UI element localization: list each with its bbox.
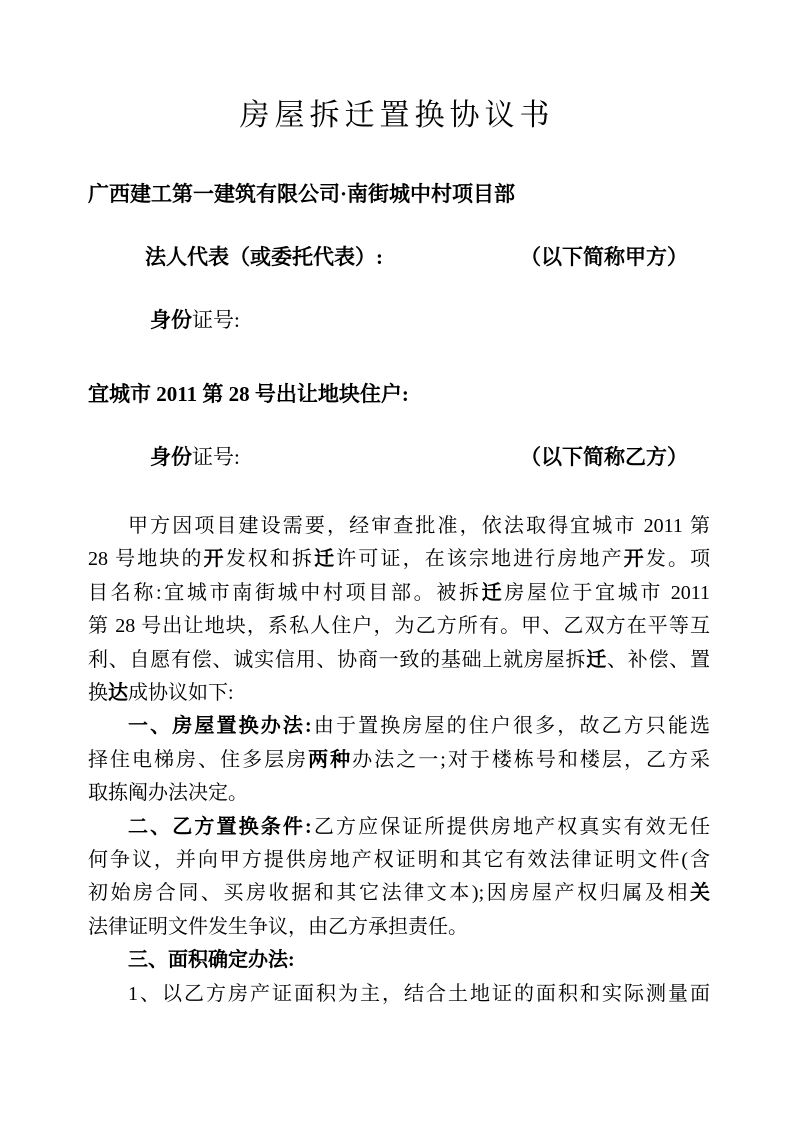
body-line [88,844,710,877]
text-segment: 许可证，在该宗地进行房地产 [336,548,624,571]
party-a-company-line: 广西建工第一建筑有限公司·南街城中村项目部 [88,182,516,206]
party-b-household-line: 宜城市 2011 第 28 号出让地块住户: [88,382,409,406]
text-segment: 乙方应保证所提供房地产权真实有效无任 [311,815,710,838]
text-segment: 开 [203,548,226,571]
legal-representative-label [145,245,383,269]
body-line [88,610,710,643]
party-a-alias-note [520,243,688,271]
document-title: 房屋拆迁置换协议书 [239,99,555,132]
id-number-label [150,445,240,469]
body-line [88,877,710,910]
body-line [88,710,710,743]
body-line [88,944,710,977]
text-segment: 身份 [150,308,192,332]
body-line [88,978,710,1011]
text-segment: 法律证明文件发生争议，由乙方承担责任。 [88,915,468,938]
text-segment: 利、自愿有偿、诚实信用、协商一致的基础上就房屋拆 [88,648,587,671]
text-segment: 房屋位于宜城市 2011 [504,581,711,604]
text-segment: 达 [108,682,128,705]
text-segment: 两种 [308,748,353,771]
text-segment: 由于置换房屋的住户很多，故乙方只能选 [311,715,710,738]
text-segment: 择住电梯房、住多层房 [88,748,309,771]
body-line [88,577,710,610]
body-line [88,644,710,677]
text-segment: （以下简称甲方） [520,245,688,269]
text-segment: 换 [88,682,108,705]
id-number-line-party-b [88,443,712,471]
text-segment: 迁 [586,648,607,671]
text-segment: 身份 [150,445,192,469]
body-line [88,677,710,710]
text-segment: 法人代表（或委托代表）: [145,245,383,269]
legal-representative-line [88,243,712,271]
text-segment: （以下简称乙方） [520,445,688,469]
text-segment: 办法之一;对于楼栋号和楼层，乙方采 [352,748,710,771]
id-number-label [150,308,240,332]
text-segment: 三、面积确定办法: [128,949,295,972]
body-line [88,911,710,944]
text-segment: 证号: [192,445,240,469]
text-segment: 甲方因项目建设需要，经审查批准，依法取得宜城市 2011 第 [128,515,710,537]
text-segment: 发权和拆 [225,548,315,571]
body-line [88,744,710,777]
text-segment: 、补偿、置 [606,648,711,671]
text-segment: 1、以乙方房产证面积为主，结合土地证的面积和实际测量面 [128,982,710,1005]
text-segment: 证号: [192,308,240,332]
text-segment: 发。项 [645,548,711,571]
text-segment: 成协议如下: [128,682,234,705]
id-number-line-party-a [88,306,712,334]
text-segment: 关 [690,882,710,905]
body-line [88,510,710,543]
text-segment: 取拣阄办法决定。 [88,782,248,805]
body-line [88,777,710,810]
text-segment: 二、乙方置换条件: [128,815,312,838]
text-segment: 开 [623,548,646,571]
body-text [88,510,710,1011]
text-segment: 何争议，并向甲方提供房地产权证明和其它有效法律证明文件(含 [88,849,710,872]
text-segment: 初始房合同、买房收据和其它法律文本);因房屋产权归属及相 [88,882,690,905]
text-segment: 迁 [314,548,337,571]
party-b-alias-note [520,443,688,471]
text-segment: 28 号地块的 [88,548,204,571]
body-line [88,811,710,844]
text-segment: 目名称:宜城市南街城中村项目部。被拆 [88,581,482,604]
text-segment: 迁 [481,581,505,604]
text-segment: 一、房屋置换办法: [128,715,312,738]
body-line [88,543,710,576]
text-segment: 第 28 号出让地块，系私人住户，为乙方所有。甲、乙双方在平等互 [88,615,710,638]
